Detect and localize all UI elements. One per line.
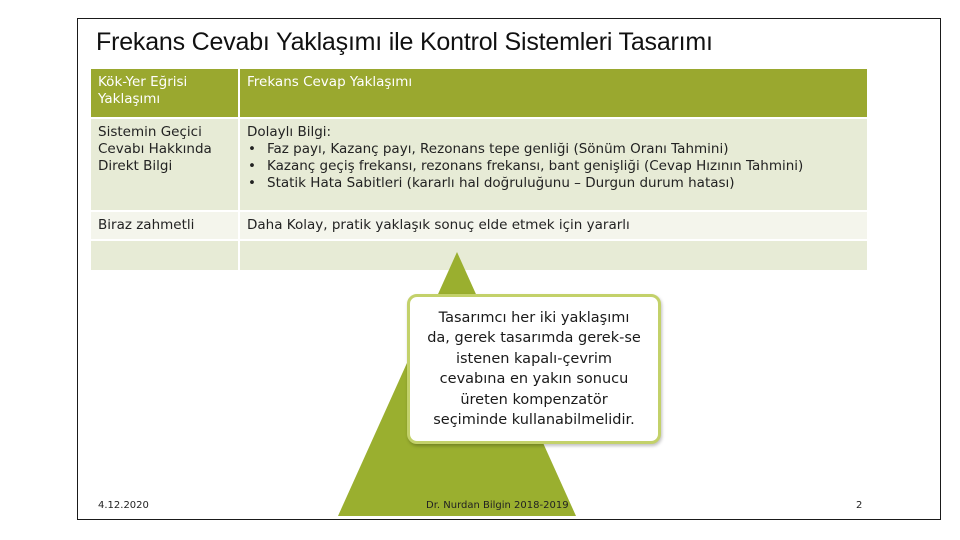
cell-direct-info: Sistemin Geçici Cevabı Hakkında Direkt Bilgi <box>91 118 239 211</box>
slide-title: Frekans Cevabı Yaklaşımı ile Kontrol Sistemleri Tasarımı <box>96 28 713 56</box>
footer-author: Dr. Nurdan Bilgin 2018-2019 <box>426 500 569 511</box>
header-frequency-response: Frekans Cevap Yaklaşımı <box>239 69 867 118</box>
comparison-table <box>91 69 867 272</box>
callout-box <box>407 294 661 444</box>
indirect-info-intro: Dolaylı Bilgi: <box>247 124 332 140</box>
header-root-locus: Kök-Yer Eğrisi Yaklaşımı <box>91 69 239 118</box>
cell-effort-root-locus: Biraz zahmetli <box>91 211 239 240</box>
empty-cell <box>91 240 239 271</box>
footer-date: 4.12.2020 <box>98 500 149 511</box>
list-item: • Statik Hata Sabitleri (kararlı hal doğruluğunu – Durgun durum hatası) <box>267 175 859 192</box>
cell-indirect-info <box>239 118 867 211</box>
table-row <box>91 118 867 211</box>
list-item: • Faz payı, Kazanç payı, Rezonans tepe genliği (Sönüm Oranı Tahmini) <box>267 141 859 158</box>
indirect-info-list <box>247 141 859 192</box>
list-item: • Kazanç geçiş frekansı, rezonans frekansı, bant genişliği (Cevap Hızının Tahmini) <box>267 158 859 175</box>
table-row <box>91 211 867 240</box>
table-header-row <box>91 69 867 118</box>
cell-effort-frequency: Daha Kolay, pratik yaklaşık sonuç elde etmek için yararlı <box>239 211 867 240</box>
page-number: 2 <box>856 500 863 511</box>
callout-text: Tasarımcı her iki yaklaşımı da, gerek tasarımda gerek-se istenen kapalı-çevrim cevabına en yakın sonucu üreten kompenzatör seçiminde kullanabilmelidir. <box>427 309 641 428</box>
